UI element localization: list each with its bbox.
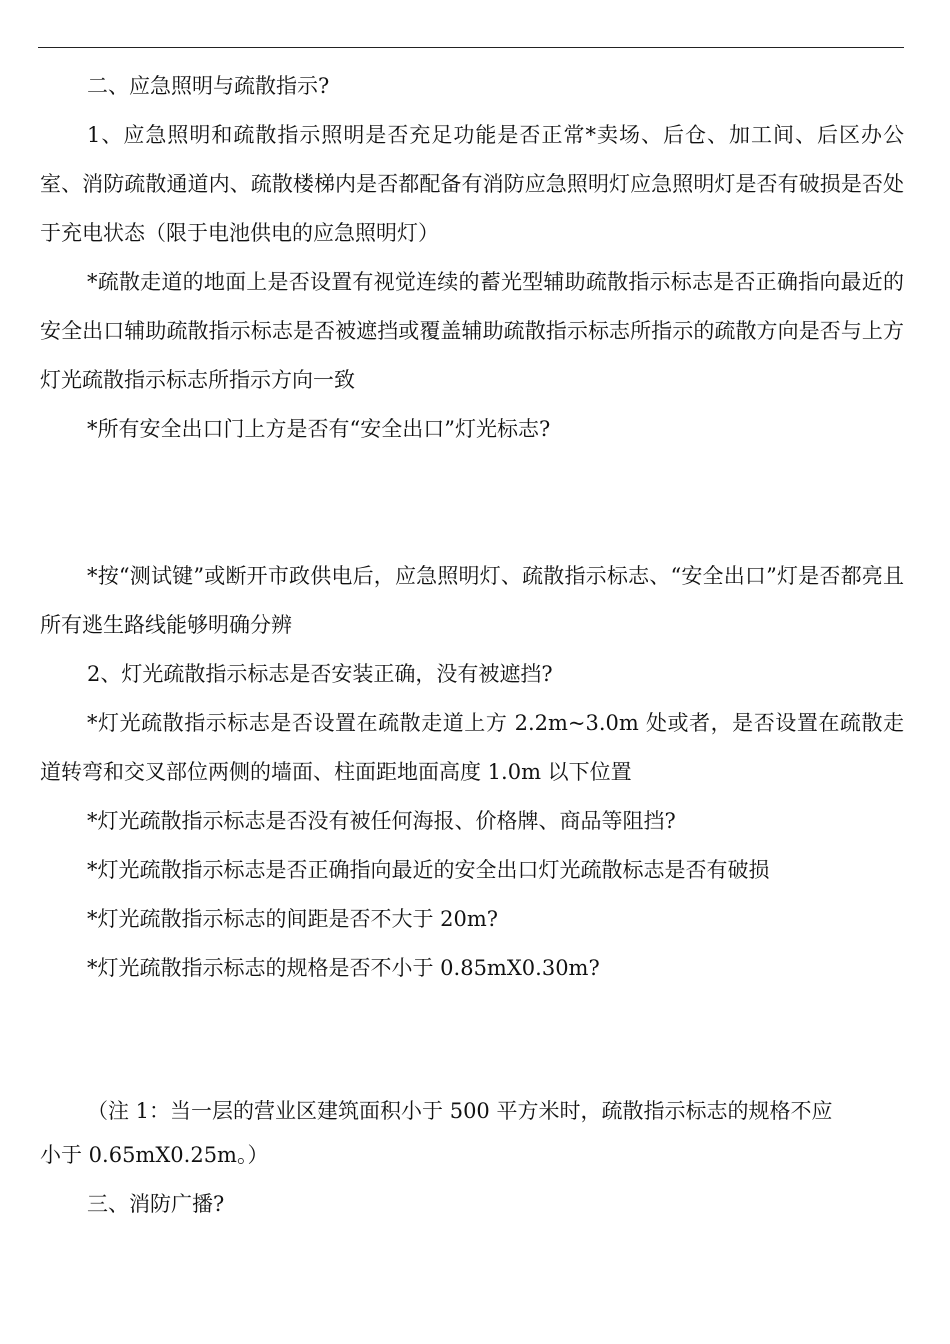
paragraph-test-key: *按“测试键”或断开市政供电后，应急照明灯、疏散指示标志、“安全出口”灯是否都亮且所有逃生路线能够明确分辨	[40, 564, 904, 637]
note-1-continued: 小于 0.65mX0.25m。）	[40, 1143, 269, 1167]
blank-space	[40, 993, 904, 1091]
section-heading-fire-broadcast: 三、消防广播?	[87, 1192, 225, 1216]
note-1: （注 1：当一层的营业区建筑面积小于 500 平方米时，疏散指示标志的规格不应	[87, 1099, 833, 1123]
document-body	[40, 62, 904, 1229]
paragraph-sign-height: *灯光疏散指示标志是否设置在疏散走道上方 2.2m~3.0m 处或者，是否设置在疏散走道转弯和交叉部位两侧的墙面、柱面距地面高度 1.0m 以下位置	[40, 711, 904, 784]
header-rule	[38, 47, 904, 48]
paragraph-exit-signs: *所有安全出口门上方是否有“安全出口”灯光标志?	[87, 417, 551, 441]
blank-space	[40, 454, 904, 552]
paragraph-sign-obstruction: *灯光疏散指示标志是否没有被任何海报、价格牌、商品等阻挡?	[87, 809, 676, 833]
paragraph-sign-size: *灯光疏散指示标志的规格是否不小于 0.85mX0.30m?	[87, 956, 600, 980]
paragraph-item-2: 2、灯光疏散指示标志是否安装正确，没有被遮挡?	[87, 662, 553, 686]
paragraph-sign-direction: *灯光疏散指示标志是否正确指向最近的安全出口灯光疏散标志是否有破损	[87, 858, 770, 882]
paragraph-floor-indicators: *疏散走道的地面上是否设置有视觉连续的蓄光型辅助疏散指示标志是否正确指向最近的安全出口辅助疏散指示标志是否被遮挡或覆盖辅助疏散指示标志所指示的疏散方向是否与上方灯光疏散指示标志所指示方向一致	[40, 270, 904, 392]
paragraph-item-1: 1、应急照明和疏散指示照明是否充足功能是否正常*卖场、后仓、加工间、后区办公室、消防疏散通道内、疏散楼梯内是否都配备有消防应急照明灯应急照明灯是否有破损是否处于充电状态（限于电池供电的应急照明灯）	[40, 123, 904, 245]
paragraph-sign-spacing: *灯光疏散指示标志的间距是否不大于 20m?	[87, 907, 499, 931]
section-heading-emergency-lighting: 二、应急照明与疏散指示?	[87, 74, 330, 98]
